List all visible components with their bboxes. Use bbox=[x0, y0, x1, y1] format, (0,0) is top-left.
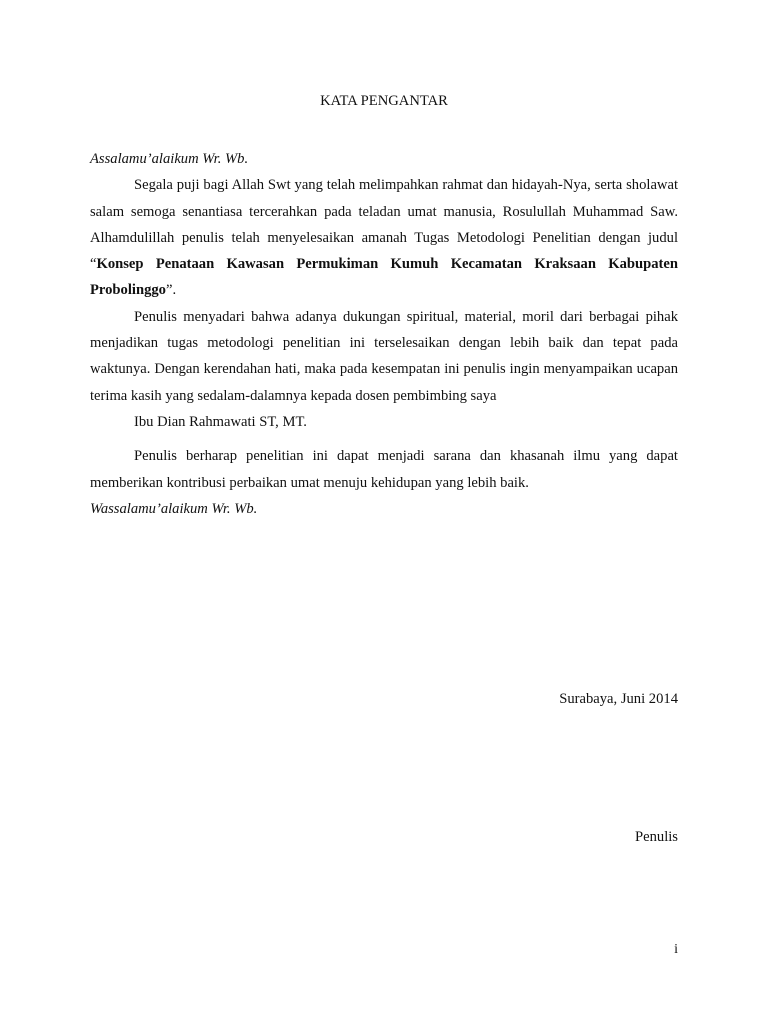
paragraph-1 bbox=[90, 172, 678, 303]
author-signature: Penulis bbox=[635, 829, 678, 845]
thesis-title: Konsep Penataan Kawasan Permukiman Kumuh Kecamatan Kraksaan Kabupaten Probolinggo bbox=[90, 256, 678, 299]
paragraph-2: Penulis menyadari bahwa adanya dukungan spiritual, material, moril dari berbagai pihak menjadikan tugas metodologi penelitian ini terselesaikan dengan lebih baik dan tepat pada waktunya. Dengan kerendahan hati, maka pada kesempatan ini penulis ingin menyampaikan ucapan terima kasih yang sedalam-dalamnya kepada dosen pembimbing saya bbox=[90, 308, 678, 404]
paragraph-3: Ibu Dian Rahmawati ST, MT. bbox=[134, 413, 307, 430]
greeting: Assalamu’alaikum Wr. Wb. bbox=[90, 151, 249, 167]
paragraph-1-text: Segala puji bagi Allah Swt yang telah melimpahkan rahmat dan hidayah-Nya, serta sholawat salam semoga senantiasa tercerahkan pada teladan umat manusia, Rosulullah Muhammad Saw. Alhamdulillah penulis telah menyelesaikan amanah Tugas Metodologi Penelitian dengan judul “ bbox=[90, 177, 678, 273]
body-text bbox=[90, 146, 678, 522]
place-date: Surabaya, Juni 2014 bbox=[559, 691, 678, 707]
closing: Wassalamu’alaikum Wr. Wb. bbox=[90, 500, 258, 517]
paragraph-1-end: ”. bbox=[165, 282, 177, 299]
page-number: i bbox=[674, 942, 678, 957]
page-title: KATA PENGANTAR bbox=[320, 93, 448, 109]
paragraph-4: Penulis berharap penelitian ini dapat menjadi sarana dan khasanah ilmu yang dapat memberikan kontribusi perbaikan umat menuju kehidupan yang lebih baik. bbox=[90, 448, 678, 491]
